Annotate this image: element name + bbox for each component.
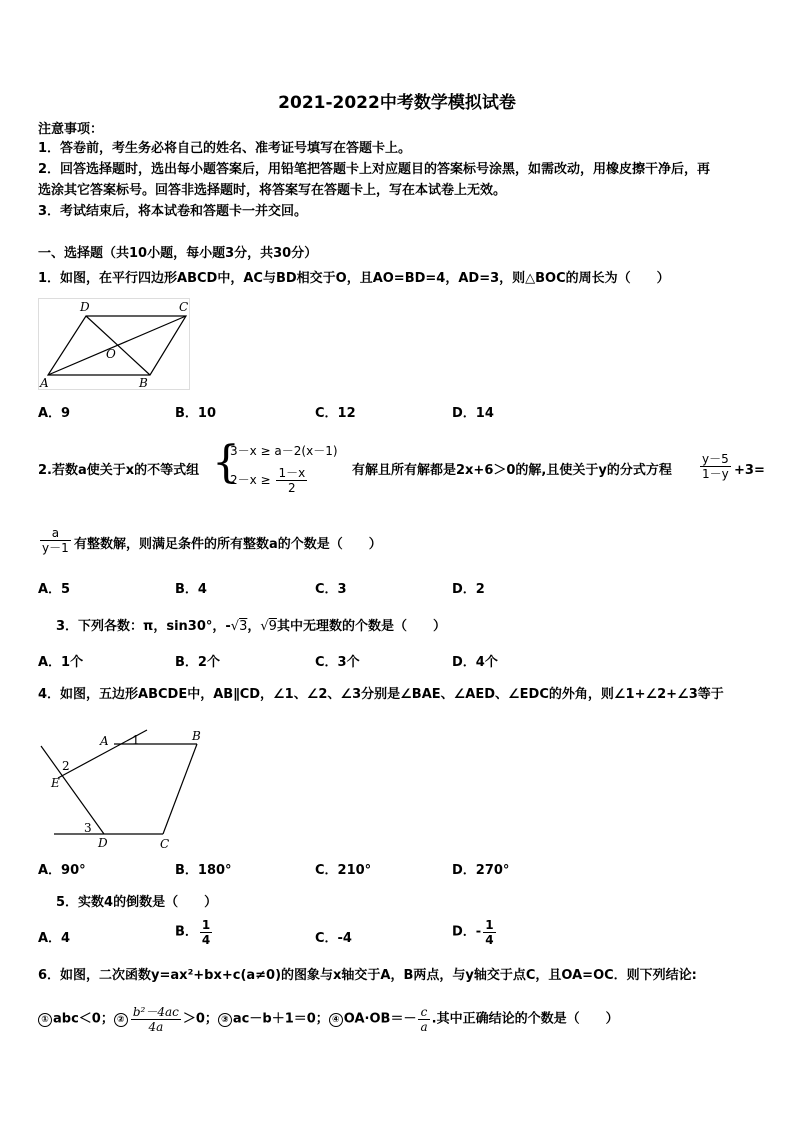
q3-option-d: D．4个 [452,655,498,670]
angle-1: 1 [132,733,140,747]
conclusion-4-marker: ④ [329,1013,343,1027]
question-6-stem: 6．如图，二次函数y=ax²+bx+c(a≠0)的图象与x轴交于A，B两点，与y轴交于点C，且OA=OC．则下列结论: [38,968,697,983]
inequality-2-left: 2－x ≥ [230,473,271,487]
q4-option-d: D．270° [452,863,510,878]
label-C: C [160,837,170,851]
brace-symbol: { [212,437,240,488]
inequality-2 [230,466,309,495]
sqrt-9-radicand: 9 [268,619,277,634]
pentagon-figure [36,726,236,852]
conclusion-1-marker: ① [38,1013,52,1027]
question-2-line2: 有整数解，则满足条件的所有整数a的个数是（ ） [74,537,382,552]
angle-2: 2 [62,759,70,773]
angle-3: 3 [84,821,92,835]
question-6-conclusions: ① abc＜0； ② $\frac{\text{b²－4ac}}{4a}$ ＞0； ③ ac－b＋1＝0； ④ OA·OB＝－ $\frac{c}{a}$ .其中正确结论的个数是（ ） [38,1005,619,1034]
q5-option-b: B． $\frac{1}{4}$ [175,918,211,947]
label-E: E [51,776,60,790]
label-D: D [98,836,108,850]
notice-item-2a: 2．回答选择题时，选出每小题答案后，用铅笔把答题卡上对应题目的答案标号涂黑，如需改动，用橡皮擦干净后，再 [38,162,711,177]
page-title: 2021-2022中考数学模拟试卷 [278,93,516,113]
question-4-stem: 4．如图，五边形ABCDE中，AB∥CD，∠1、∠2、∠3分别是∠BAE、∠AED、∠EDC的外角，则∠1+∠2+∠3等于 [38,687,724,702]
label-D: D [80,300,90,314]
diagonal-bd [86,316,150,375]
q5-option-d: D．- $\frac{1}{4}$ [452,918,494,947]
sqrt-3-radicand: 3 [239,619,248,634]
fraction-a-y1: $\frac{a}{y-1}$ [42,526,69,555]
fraction-y5-1y: $\frac{y-5}{1-y}$ [702,452,729,481]
notice-item-2b: 选涂其它答案标号。回答非选择题时，将答案写在答题卡上，写在本试卷上无效。 [38,183,507,198]
question-2-tail: +3= [734,463,765,478]
question-3-stem: 3．下列各数：π，sin30°，-√3，√9其中无理数的个数是（ ） [56,619,446,634]
q3-option-a: A．1个 [38,655,84,670]
notice-heading: 注意事项： [38,122,104,137]
label-A: A [100,734,109,748]
label-O: O [106,347,116,361]
diagonal-ac [48,316,186,375]
q4-option-c: C．210° [315,863,372,878]
conclusion-3-marker: ③ [218,1013,232,1027]
question-2-mid: 有解且所有解都是2x+6＞0的解,且使关于y的分式方程 [352,463,672,478]
label-C: C [179,300,189,314]
question-2-pre: 2.若数a使关于x的不等式组 [38,463,200,478]
conclusion-2-marker: ② [114,1013,128,1027]
q5-option-c: C．-4 [315,931,352,946]
label-A: A [40,376,49,390]
q2-option-d: D．2 [452,582,485,597]
q2-option-b: B．4 [175,582,207,597]
q3-option-c: C．3个 [315,655,360,670]
q1-option-d: D．14 [452,406,494,421]
question-5-stem: 5．实数4的倒数是（ ） [56,895,218,910]
q1-option-c: C．12 [315,406,356,421]
q4-option-a: A．90° [38,863,86,878]
q2-option-a: A．5 [38,582,71,597]
q1-option-b: B．10 [175,406,216,421]
q2-option-c: C．3 [315,582,347,597]
inequality-1: 3－x ≥ a－2(x－1) [230,444,338,458]
inequality-2-fraction: $\frac{1-x}{2}$ [278,466,306,495]
notice-item-3: 3．考试结束后，将本试卷和答题卡一并交回。 [38,204,308,219]
q5-option-a: A．4 [38,931,71,946]
label-B: B [139,376,148,390]
q4-option-b: B．180° [175,863,232,878]
question-1-stem: 1．如图，在平行四边形ABCD中，AC与BD相交于O，且AO=BD=4，AD=3，则△BOC的周长为（ ） [38,271,670,286]
parallelogram-figure [38,298,190,390]
q1-option-a: A．9 [38,406,71,421]
notice-item-1: 1．答卷前，考生务必将自己的姓名、准考证号填写在答题卡上。 [38,141,412,156]
label-B: B [192,729,201,743]
section-heading: 一、选择题（共10小题，每小题3分，共30分） [38,246,318,261]
q3-option-b: B．2个 [175,655,220,670]
